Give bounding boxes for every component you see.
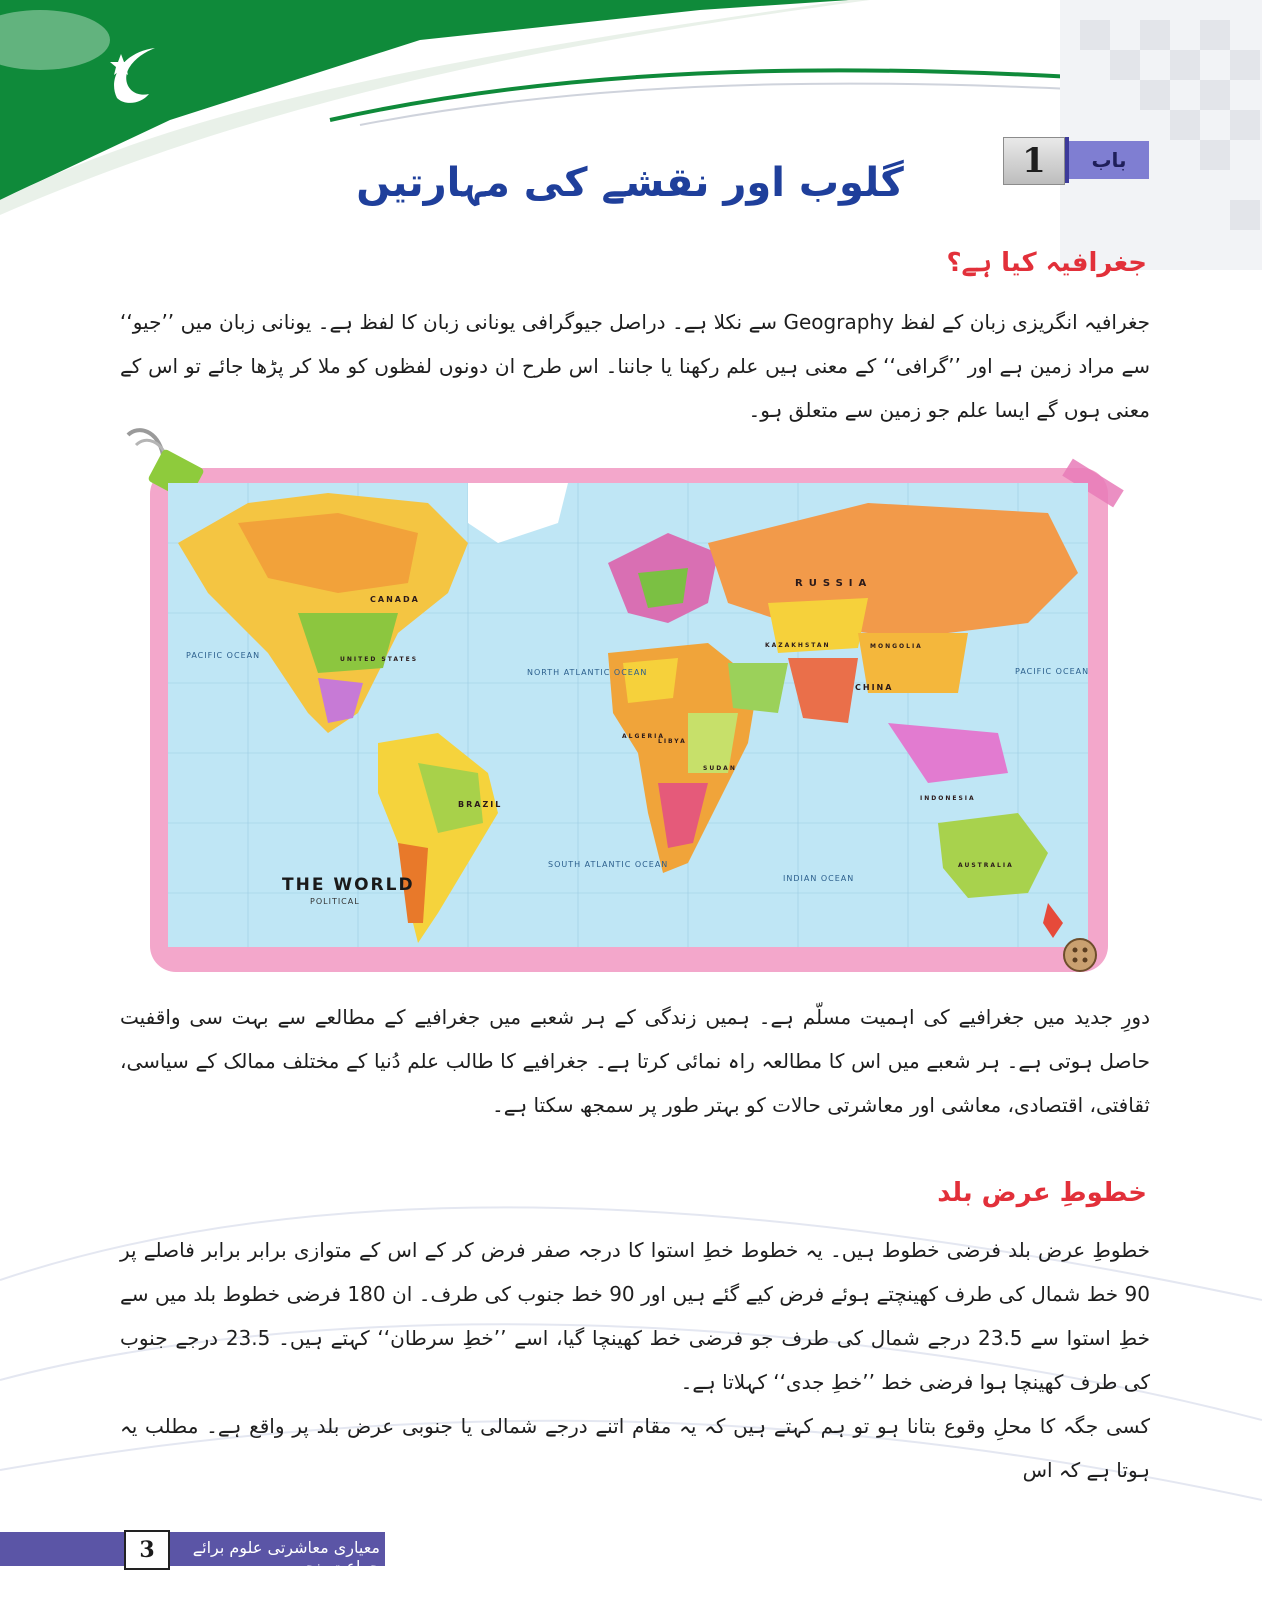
section-heading-geography: جغرافیہ کیا ہے؟: [946, 248, 1147, 278]
paragraph-latitudes: خطوطِ عرض بلد فرضی خطوط ہیں۔ یہ خطوط خطِ استوا کا درجہ صفر فرض کر کے اس کے متوازی برابر برابر فاصلے پر 90 خط شمال کی طرف کھینچتے ہوئے فرض کیے گئے ہیں اور 90 خط جنوب کی طرف۔ ان 180 فرضی خطوط بلد میں سے خطِ استوا سے 23.5 درجے شمال کی طرف جو فرضی خط کھینچا گیا، اسے ’’خطِ سرطان‘‘ کہتے ہیں۔ 23.5 درجے جنوب کی طرف کھینچا ہوا فرضی خط ’’خطِ جدی‘‘ کہلاتا ہے۔: [120, 1238, 1150, 1394]
map-subtitle: POLITICAL: [310, 897, 360, 906]
section-heading-latitudes: خطوطِ عرض بلد: [937, 1178, 1147, 1208]
label-south-atlantic: SOUTH ATLANTIC OCEAN: [548, 860, 669, 869]
label-kazakhstan: KAZAKHSTAN: [765, 642, 831, 649]
label-united-states: UNITED STATES: [340, 656, 419, 663]
label-brazil: BRAZIL: [458, 800, 503, 809]
label-indian-ocean: INDIAN OCEAN: [783, 874, 855, 883]
paragraph-location: کسی جگہ کا محلِ وقوع بتانا ہو تو ہم کہتے ہیں کہ یہ مقام اتنے درجے شمالی یا جنوبی عرض بلد پر واقع ہے۔ مطلب یہ ہوتا ہے کہ اس: [120, 1414, 1150, 1482]
label-mongolia: MONGOLIA: [870, 643, 923, 650]
label-russia: RUSSIA: [795, 578, 873, 589]
button-decoration-icon: [1062, 937, 1098, 973]
label-china: CHINA: [855, 683, 894, 692]
label-pacific-ocean-east: PACIFIC OCEAN: [1015, 667, 1090, 676]
label-australia: AUSTRALIA: [958, 862, 1014, 869]
label-canada: CANADA: [370, 595, 420, 604]
label-sudan: SUDAN: [703, 765, 737, 772]
map-title: THE WORLD: [282, 875, 415, 895]
label-north-atlantic: NORTH ATLANTIC OCEAN: [527, 668, 648, 677]
paragraph-geography-importance: دورِ جدید میں جغرافیے کی اہمیت مسلّم ہے۔ ہمیں زندگی کے ہر شعبے میں جغرافیے کے مطالعے سے بہت سی واقفیت حاصل ہوتی ہے۔ ہر شعبے میں اس کا مطالعہ راہ نمائی کرتا ہے۔ جغرافیے کا طالب علم دُنیا کے مختلف ممالک کے سیاسی، ثقافتی، اقتصادی، معاشی اور معاشرتی حالات کو بہتر طور پر سمجھ سکتا ہے۔: [120, 1005, 1150, 1117]
page-number: 3: [124, 1530, 170, 1570]
footer-book-title: معیاری معاشرتی علوم برائے جماعت پنجم: [192, 1538, 380, 1576]
chapter-badge: [1003, 137, 1151, 185]
label-indonesia: INDONESIA: [920, 795, 976, 802]
paragraph-geography-intro: جغرافیہ انگریزی زبان کے لفظ Geography سے نکلا ہے۔ دراصل جیوگرافی یونانی زبان کا لفظ ہے۔ یونانی زبان میں ’’جیو‘‘ سے مراد زمین ہے اور ’’گرافی‘‘ کے معنی ہیں علم رکھنا یا جاننا۔ اس طرح ان دونوں لفظوں کو ملا کر پڑھا جائے تو اس کے معنی ہوں گے ایسا علم جو زمین سے متعلق ہو۔: [120, 310, 1150, 422]
label-algeria: ALGERIA: [622, 733, 665, 740]
label-pacific-ocean-west: PACIFIC OCEAN: [186, 651, 261, 660]
crescent-star-logo: [95, 40, 175, 110]
chapter-number: 1: [1003, 137, 1065, 185]
chapter-label: باب: [1069, 141, 1149, 179]
label-libya: LIBYA: [658, 738, 687, 745]
page-title: گلوب اور نقشے کی مہارتیں: [356, 160, 904, 206]
